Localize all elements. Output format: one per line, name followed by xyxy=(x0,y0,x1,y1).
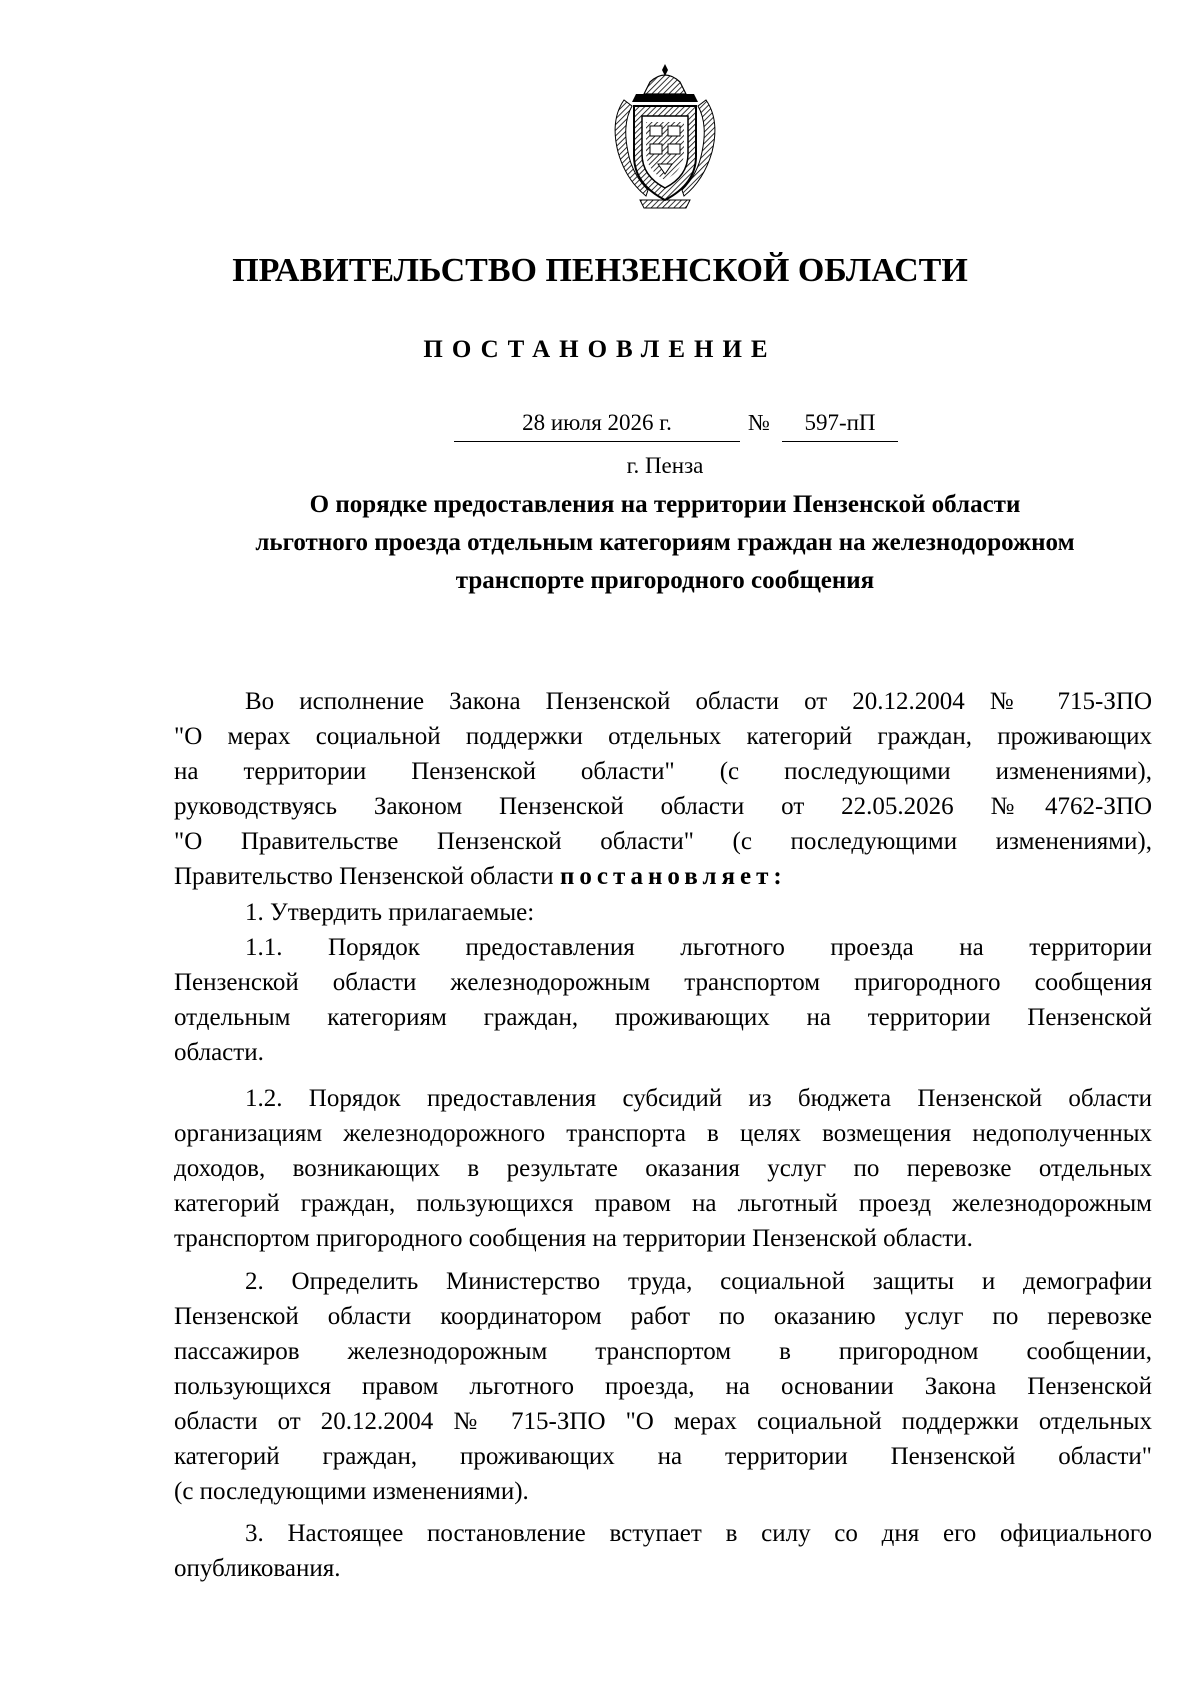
body-line: транспортом пригородного сообщения на территории Пензенской области. xyxy=(174,1225,973,1252)
coat-of-arms-emblem xyxy=(606,60,724,210)
body-line: Пензенской области железнодорожным транспортом пригородного сообщения xyxy=(174,969,1152,996)
body-line: (с последующими изменениями). xyxy=(174,1478,529,1505)
body-line: Во исполнение Закона Пензенской области от 20.12.2004 № 715-ЗПО xyxy=(245,688,1152,715)
body-line: пользующихся правом льготного проезда, на основании Закона Пензенской xyxy=(174,1373,1152,1400)
subject-line: транспорте пригородного сообщения xyxy=(455,567,875,594)
organization-title: ПРАВИТЕЛЬСТВО ПЕНЗЕНСКОЙ ОБЛАСТИ xyxy=(232,252,968,289)
body-line: опубликования. xyxy=(174,1555,341,1582)
body-line: доходов, возникающих в результате оказания услуг по перевозке отдельных xyxy=(174,1155,1152,1182)
number-sign: № xyxy=(748,410,770,435)
document-type: ПОСТАНОВЛЕНИЕ xyxy=(423,336,777,363)
body-line: 3. Настоящее постановление вступает в силу со дня его официального xyxy=(245,1520,1152,1547)
subject-line: О порядке предоставления на территории Пензенской области xyxy=(309,491,1021,518)
body-line: области. xyxy=(174,1039,264,1066)
body-line xyxy=(174,857,1152,897)
body-line: "О мерах социальной поддержки отдельных категорий граждан, проживающих xyxy=(174,723,1152,750)
preamble-end: Правительство Пензенской области xyxy=(174,863,554,890)
body-line: области от 20.12.2004 № 715-ЗПО "О мерах социальной поддержки отдельных xyxy=(174,1408,1152,1435)
body-line: Пензенской области координатором работ по оказанию услуг по перевозке xyxy=(174,1303,1152,1330)
body-line: категорий граждан, проживающих на территории Пензенской области" xyxy=(174,1443,1152,1470)
body-line: 1.1. Порядок предоставления льготного проезда на территории xyxy=(245,934,1152,961)
decree-word: постановляет: xyxy=(559,863,787,890)
subject-line: льготного проезда отдельным категориям граждан на железнодорожном xyxy=(255,529,1075,556)
document-number: 597-пП xyxy=(782,405,898,442)
item-1: 1. Утвердить прилагаемые: xyxy=(245,899,535,926)
body-line: руководствуясь Законом Пензенской области от 22.05.2026 №4762-ЗПО xyxy=(174,793,1152,820)
body-line: на территории Пензенской области" (с последующими изменениями), xyxy=(174,758,1152,785)
body-line: "О Правительстве Пензенской области" (с последующими изменениями), xyxy=(174,828,1152,855)
body-line: 2. Определить Министерство труда, социальной защиты и демографии xyxy=(245,1268,1152,1295)
body-line: пассажиров железнодорожным транспортом в пригородном сообщении, xyxy=(174,1338,1152,1365)
body-line: 1.2. Порядок предоставления субсидий из бюджета Пензенской области xyxy=(245,1085,1152,1112)
document-date: 28 июля 2026 г. xyxy=(454,405,740,442)
body-line: категорий граждан, пользующихся правом на льготный проезд железнодорожным xyxy=(174,1190,1152,1217)
body-line: отдельным категориям граждан, проживающих на территории Пензенской xyxy=(174,1004,1152,1031)
body-line: организациям железнодорожного транспорта в целях возмещения недополученных xyxy=(174,1120,1152,1147)
document-city: г. Пенза xyxy=(626,453,704,478)
